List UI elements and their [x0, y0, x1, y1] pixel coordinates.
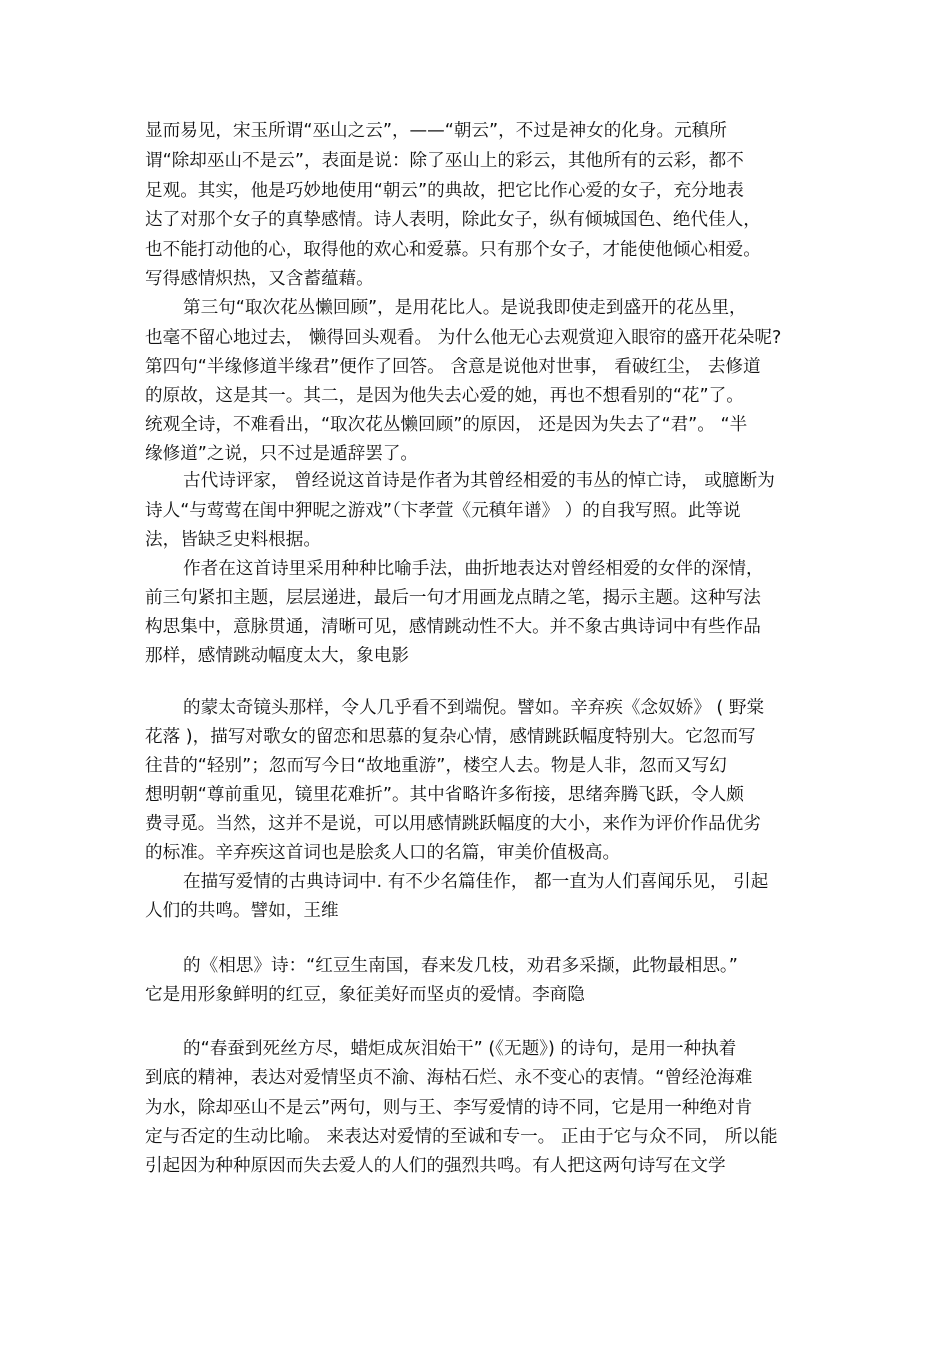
text-line: 前三句紧扣主题，层层递进，最后一句才用画龙点睛之笔，揭示主题。这种写法 — [145, 588, 761, 608]
text-line: 的标准。辛弃疾这首词也是脍炙人口的名篇，审美价值极高。 — [145, 843, 621, 863]
text-line: 缘修道”之说，只不过是遁辞罢了。 — [145, 444, 419, 464]
text-line: 显而易见，宋玉所谓“巫山之云”，——“朝云”，不过是神女的化身。元稹所 — [145, 121, 727, 141]
text-line: 的《相思》诗：“红豆生南国，春来发几枝，劝君多采撷，此物最相思。” — [183, 956, 738, 976]
text-line: 诗人“与莺莺在闺中狎昵之游戏”（卞孝萱《元稹年谱》 ）的自我写照。此等说 — [145, 501, 741, 521]
text-line: 人们的共鸣。譬如，王维 — [145, 901, 339, 921]
text-line: 想明朝“尊前重见，镜里花难折”。其中省略许多衔接，思绪奔腾飞跃，令人颇 — [145, 785, 744, 805]
text-line: 那样，感情跳动幅度太大，象电影 — [145, 646, 409, 666]
text-line: 花落 )，描写对歌女的留恋和思慕的复杂心情，感情跳跃幅度特别大。它忽而写 — [145, 727, 756, 747]
text-line: 统观全诗，不难看出，“取次花丛懒回顾”的原因， 还是因为失去了“君”。 “半 — [145, 415, 748, 435]
text-line: 写得感情炽热，又含蓄蕴藉。 — [145, 269, 374, 289]
text-line: 构思集中，意脉贯通，清晰可见，感情跳动性不大。并不象古典诗词中有些作品 — [145, 617, 761, 637]
text-line: 法，皆缺乏史料根据。 — [145, 530, 321, 550]
text-line: 作者在这首诗里采用种种比喻手法，曲折地表达对曾经相爱的女伴的深情， — [183, 559, 764, 579]
text-line: 在描写爱情的古典诗词中. 有不少名篇佳作， 都一直为人们喜闻乐见， 引起 — [183, 872, 769, 892]
text-line: 费寻觅。当然，这并不是说，可以用感情跳跃幅度的大小，来作为评价作品优劣 — [145, 814, 761, 834]
text-line: 第三句“取次花丛懒回顾”，是用花比人。是说我即使走到盛开的花丛里， — [183, 298, 747, 318]
text-line: 为水，除却巫山不是云”两句，则与王、李写爱情的诗不同，它是用一种绝对肯 — [145, 1098, 753, 1118]
text-line: 的原故，这是其一。其二，是因为他失去心爱的她，再也不想看别的“花”了。 — [145, 386, 744, 406]
text-line: 也不能打动他的心，取得他的欢心和爱慕。只有那个女子，才能使他倾心相爱。 — [145, 240, 761, 260]
text-line: 引起因为种种原因而失去爱人的人们的强烈共鸣。有人把这两句诗写在文学 — [145, 1156, 726, 1176]
text-line: 往昔的“轻别”；忽而写今日“故地重游”，楼空人去。物是人非，忽而又写幻 — [145, 756, 727, 776]
text-line: 的“春蚕到死丝方尽，蜡炬成灰泪始干” (《无题》) 的诗句，是用一种执着 — [183, 1039, 737, 1059]
text-line: 它是用形象鲜明的红豆，象征美好而坚贞的爱情。李商隐 — [145, 985, 585, 1005]
text-line: 也毫不留心地过去， 懒得回头观看。 为什么他无心去观赏迎入眼帘的盛开花朵呢? — [145, 328, 782, 348]
text-line: 达了对那个女子的真挚感情。诗人表明，除此女子，纵有倾城国色、绝代佳人， — [145, 210, 761, 230]
text-line: 定与否定的生动比喻。 来表达对爱情的至诚和专一。 正由于它与众不同， 所以能 — [145, 1127, 778, 1147]
text-line: 的蒙太奇镜头那样，令人几乎看不到端倪。譬如。辛弃疾《念奴娇》 ( 野棠 — [183, 698, 765, 718]
text-line: 第四句“半缘修道半缘君”便作了回答。 含意是说他对世事， 看破红尘， 去修道 — [145, 357, 761, 377]
text-line: 足观。其实，他是巧妙地使用“朝云”的典故，把它比作心爱的女子，充分地表 — [145, 181, 744, 201]
text-line: 到底的精神，表达对爱情坚贞不渝、海枯石烂、永不变心的衷情。“曾经沧海难 — [145, 1068, 753, 1088]
text-line: 谓“除却巫山不是云”，表面是说：除了巫山上的彩云，其他所有的云彩，都不 — [145, 151, 744, 171]
text-line: 古代诗评家， 曾经说这首诗是作者为其曾经相爱的韦丛的悼亡诗， 或臆断为 — [183, 471, 775, 491]
